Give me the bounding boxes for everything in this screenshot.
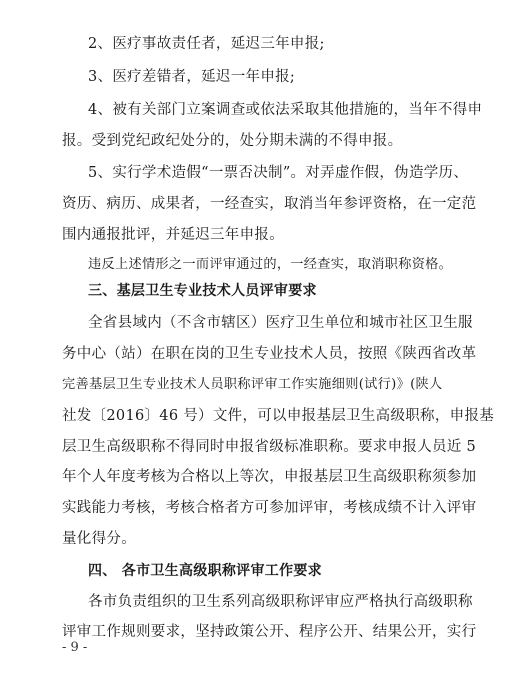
item-2: 2、医疗事故责任者，延迟三年申报; <box>88 36 325 52</box>
violation-note: 违反上述情形之一而评审通过的，一经查实，取消职称资格。 <box>88 257 453 272</box>
item-5-line1: 5、实行学术造假“一票否决制”。对弄虚作假，伪造学历、 <box>88 165 469 181</box>
section-4-heading: 四、 各市卫生高级职称评审工作要求 <box>88 563 322 579</box>
page-number: - 9 - <box>62 640 88 655</box>
item-5-line2: 资历、病历、成果者，一经查实，取消当年参评资格，在一定范 <box>62 196 477 212</box>
section-4-line1: 各市负责组织的卫生系列高级职称评审应严格执行高级职称 <box>88 594 473 610</box>
section-3-line8: 量化得分。 <box>62 531 136 547</box>
item-3: 3、医疗差错者，延迟一年申报; <box>88 69 296 85</box>
section-3-line3: 完善基层卫生专业技术人员职称评审工作实施细则(试行)》(陕人 <box>62 377 443 392</box>
item-4-line2: 报。受到党纪政纪处分的，处分期未满的不得申报。 <box>62 133 403 149</box>
section-3-line6: 年个人年度考核为合格以上等次，申报基层卫生高级职称须参加 <box>62 469 477 485</box>
section-3-line5: 层卫生高级职称不得同时申报省级标准职称。要求申报人员近 5 <box>62 439 477 455</box>
section-3-line4: 社发〔2016〕46 号）文件，可以申报基层卫生高级职称，申报基 <box>62 408 495 424</box>
item-5-line3: 围内通报批评，并延迟三年申报。 <box>62 227 284 243</box>
section-3-heading: 三、基层卫生专业技术人员评审要求 <box>88 283 317 299</box>
section-4-line2: 评审工作规则要求，坚持政策公开、程序公开、结果公开，实行 <box>62 624 477 640</box>
section-3-line2: 务中心（站）在职在岗的卫生专业技术人员，按照《陕西省改革 <box>62 346 477 362</box>
section-3-line7: 实践能力考核，考核合格者方可参加评审，考核成绩不计入评审 <box>62 500 477 516</box>
item-4-line1: 4、被有关部门立案调查或依法采取其他措施的，当年不得申 <box>88 102 483 118</box>
section-3-line1: 全省县域内（不含市辖区）医疗卫生单位和城市社区卫生服 <box>88 315 473 331</box>
